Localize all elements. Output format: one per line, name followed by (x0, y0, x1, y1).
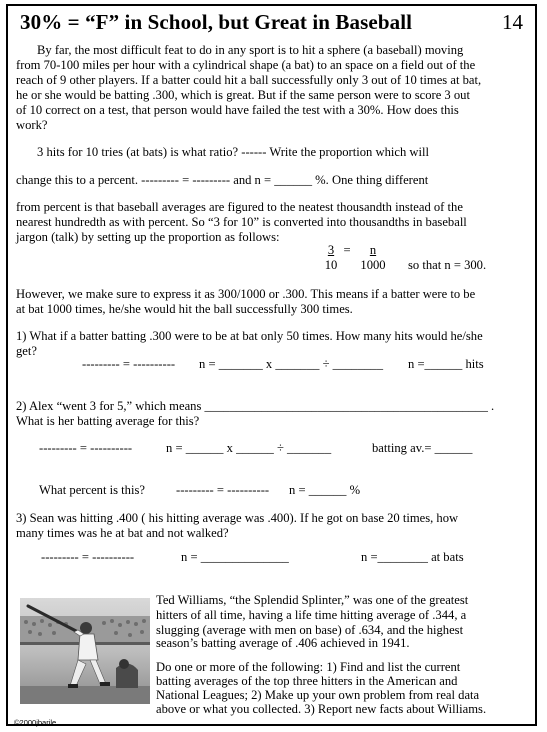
question-3-bats-answer: n =________ at bats (361, 550, 464, 564)
question-2-line-1: 2) Alex “went 3 for 5,” which means _____________________________________________ . (16, 399, 495, 413)
question-3-line-1: 3) Sean was hitting .400 ( his hitting average was .400). If he got on base 20 times, how (16, 511, 459, 525)
ted-williams-photo (20, 598, 150, 704)
ratio-line-2: change this to a percent. --------- = --------- and n = ______ %. One thing different (16, 173, 429, 187)
intro-line-5: of 10 correct on a test, that person would have failed the test with a 30%. How does this (16, 103, 459, 117)
williams-line-4: season’s batting average of .406 achieved in 1941. (156, 636, 410, 650)
question-1-n-equation: n = _______ x _______ ÷ ________ (199, 357, 384, 371)
question-1-line-2: get? (16, 344, 37, 358)
ratio-line-1: 3 hits for 10 tries (at bats) is what ratio? ------ Write the proportion which will (37, 145, 430, 159)
williams-line-1: Ted Williams, “the Splendid Splinter,” was one of the greatest (156, 593, 469, 607)
question-3-n-equation: n = ______________ (181, 550, 289, 564)
question-2-ratio-blank: --------- = ---------- (39, 441, 133, 455)
page-title: 30% = “F” in School, but Great in Baseball (20, 10, 413, 34)
williams-line-2: hitters of all time, having a life time hitting average of .344, a (156, 608, 467, 622)
however-line-1: However, we make sure to express it as 300/1000 or .300. This means if a batter were to be (16, 287, 476, 301)
intro-line-3: reach of 9 other players. If a batter could hit a ball successfully only 3 out of 10 times at bat, (16, 73, 482, 87)
intro-line-6: work? (16, 118, 48, 132)
question-2-percent-question: What percent is this? (39, 483, 145, 497)
proportion-equals: = (343, 243, 351, 257)
williams-task-line-3: National Leagues; 2) Make up your own problem from real data (156, 688, 480, 702)
question-1-ratio-blank: --------- = ---------- (82, 357, 176, 371)
question-2-line-2: What is her batting average for this? (16, 414, 200, 428)
proportion-numerator-right: n (369, 243, 377, 257)
page-number: 14 (502, 10, 523, 34)
explain-line-1: from percent is that baseball averages are figured to the neatest thousandth instead of the (16, 200, 463, 214)
question-3-ratio-blank: --------- = ---------- (41, 550, 135, 564)
question-2-percent-answer: n = ______ % (289, 483, 361, 497)
proportion-result: so that n = 300. (408, 258, 487, 272)
explain-line-3: jargon (talk) by setting up the proportion as follows: (16, 230, 280, 244)
williams-task-line-1: Do one or more of the following: 1) Find and list the current (156, 660, 461, 674)
question-2-average-answer: batting av.= ______ (372, 441, 473, 455)
williams-task-line-4: above or what you collected. 3) Report new facts about Williams. (156, 702, 487, 716)
intro-line-4: he or she would be batting .300, which is great. But if the same person were to score 3 out (16, 88, 470, 102)
williams-line-3: slugging (average with men on base) of .634, and the highest (156, 623, 464, 637)
question-1-hits-answer: n =______ hits (408, 357, 484, 371)
question-3-line-2: many times was he at bat and not walked? (16, 526, 229, 540)
williams-task-line-2: batting averages of the top three hitters in the American and (156, 674, 458, 688)
proportion-denominator-right: 1000 (360, 258, 386, 272)
proportion-denominator-left: 10 (324, 258, 338, 272)
intro-line-2: from 70-100 miles per hour with a cylindrical shape (a bat) to an space on a field out of the (16, 58, 476, 72)
question-2-percent-ratio: --------- = ---------- (176, 483, 270, 497)
question-1-line-1: 1) What if a batter batting .300 were to be at bat only 50 times. How many hits would he/she (16, 329, 483, 343)
proportion-numerator-left: 3 (327, 243, 335, 257)
explain-line-2: nearest hundredth as with percent. So “3 for 10” is converted into thousandths in baseball (16, 215, 467, 229)
however-line-2: at bat 1000 times, he/she would hit the ball successfully 300 times. (16, 302, 353, 316)
copyright-notice: ©2000jbarile (14, 718, 57, 727)
question-2-n-equation: n = ______ x ______ ÷ _______ (166, 441, 332, 455)
intro-line-1: By far, the most difficult feat to do in any sport is to hit a sphere (a baseball) moving (37, 43, 464, 57)
